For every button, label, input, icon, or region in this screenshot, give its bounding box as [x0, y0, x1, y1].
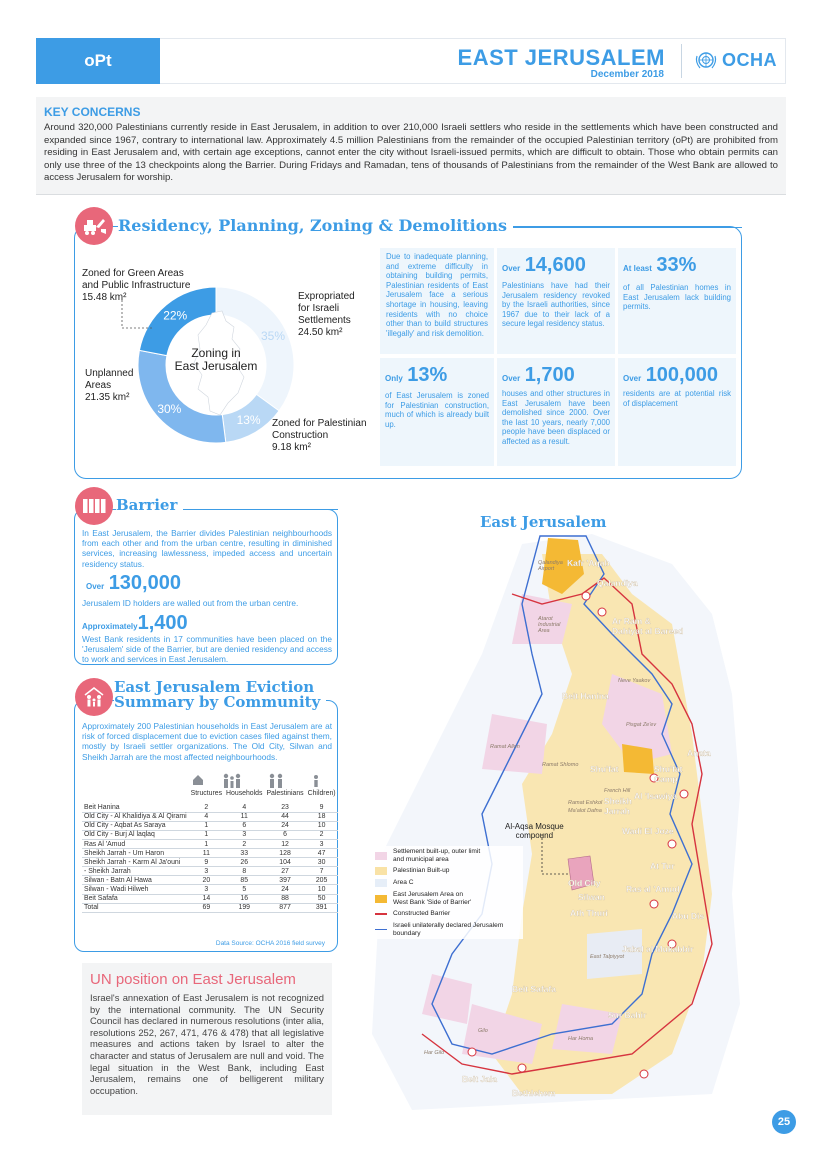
table-row [82, 803, 338, 812]
map-place-label: Beit Safafa [512, 984, 556, 994]
key-concerns-box [36, 97, 786, 195]
map-place-label: Wadi El Joze [622, 826, 674, 836]
table-cell: 397 [264, 876, 305, 885]
map-settlement-label: Gilo [478, 1028, 488, 1034]
map-settlement-label: Har Gilo [424, 1050, 445, 1056]
table-source: Data Source: OCHA 2016 field survey [215, 940, 325, 947]
map-settlement-label: French Hill [604, 788, 631, 794]
table-cell: 104 [264, 858, 305, 867]
table-cell: 30 [306, 858, 338, 867]
table-cell: 6 [264, 830, 305, 839]
table-cell: 3 [306, 839, 338, 848]
legend-swatch [375, 867, 387, 875]
map-settlement-label: Ramat Shlomo [542, 762, 579, 768]
barrier-stat-1: Over 130,000 [86, 572, 181, 594]
legend-swatch [375, 852, 387, 860]
table-cell: 877 [264, 903, 305, 912]
map-settlement-label: Har Homa [568, 1036, 594, 1042]
table-cell: 1 [189, 839, 224, 848]
ocha-logo-text: OCHA [722, 49, 777, 70]
table-cell: 3 [189, 867, 224, 876]
barrier-title: Barrier [116, 496, 183, 514]
stat-panel-1: Over 14,600 Palestinians have had their Jerusalem residency revoked by the Israeli authorities, since 1967 due to their lack of a secure legal residency status. [497, 248, 615, 354]
table-row [82, 876, 338, 885]
map-place-label: Jarrah [604, 806, 630, 816]
donut-value-label: 13% [236, 413, 261, 428]
column-header: Children) [307, 790, 336, 798]
map-settlement-label: East Talpiyyot [590, 954, 625, 960]
map-place-label: Sheikh [604, 796, 632, 806]
legend-item [375, 848, 521, 863]
palestinian-construction-label: Zoned for Palestinian Construction 9.18 km² [272, 418, 367, 453]
unplanned-label: Unplanned Areas 21.35 km² [85, 368, 134, 403]
bulldozer-icon [75, 207, 113, 245]
ocha-logo [694, 48, 777, 72]
barrier-stat-2: Approximately1,400 [82, 612, 188, 634]
table-cell: 5 [224, 885, 264, 894]
table-cell: 7 [306, 867, 338, 876]
map-place-label: Ath Thuri [570, 908, 608, 918]
barrier-stat-2-text: West Bank residents in 17 communities have been placed on the 'Jerusalem' side of the Barrier, but are denied residency and access to work and services in East Jerusalem. [82, 634, 332, 665]
map-place-label: Sur Bahir [608, 1010, 647, 1020]
community-name: Ras Al 'Amud [82, 839, 189, 848]
map-place-label: Camp [654, 774, 678, 784]
community-name: - Sheikh Jarrah [82, 867, 189, 876]
map-place-label: Ras al 'Amud [626, 884, 680, 894]
table-cell: 9 [189, 858, 224, 867]
map-settlement-label: Neve Yaakov [618, 678, 651, 684]
legend-label: East Jerusalem Area on West Bank 'Side of Barrier' [393, 891, 472, 906]
table-cell: 44 [264, 812, 305, 821]
map-place-label: Kafr 'Aqab [567, 558, 610, 568]
al-aqsa-callout: Al-Aqsa Mosque compound [505, 822, 564, 840]
map-place-label: Old City [568, 878, 601, 888]
table-cell: 1 [189, 821, 224, 830]
table-cell: 24 [264, 821, 305, 830]
table-cell: 2 [224, 839, 264, 848]
table-cell: 11 [224, 812, 264, 821]
table-cell: 2 [189, 803, 224, 812]
map-place-label: Qalandiya [597, 578, 638, 588]
table-cell: 9 [306, 803, 338, 812]
un-position-title: UN position on East Jerusalem [90, 971, 296, 988]
eviction-text: Approximately 200 Palestinian households in East Jerusalem are at risk of forced displacement due to eviction cases filed against them, mostly by Israeli settler organizations. The Old City, Silwan and Sheikh Jarrah are the most affected neighbourhoods. [82, 721, 332, 762]
barrier-wall-icon [75, 487, 113, 525]
table-cell: 8 [224, 867, 264, 876]
un-position-box [82, 963, 332, 1115]
table-cell: 26 [224, 858, 264, 867]
map-place-label: Beit Jala [462, 1074, 497, 1084]
legend-label: Constructed Barrier [393, 910, 451, 918]
column-header: Households [226, 790, 263, 798]
table-cell: 23 [264, 803, 305, 812]
leader-line [118, 300, 158, 340]
table-row [82, 812, 338, 821]
legend-label: Israeli unilaterally declared Jerusalem boundary [393, 921, 504, 937]
table-cell: 24 [264, 885, 305, 894]
eviction-table [82, 789, 338, 913]
table-cell: 4 [224, 803, 264, 812]
table-cell: 88 [264, 894, 305, 903]
donut-value-label: 22% [163, 308, 188, 323]
barrier-stat-1-text: Jerusalem ID holders are walled out from the urban centre. [82, 598, 299, 608]
community-name: Old City - Aqbat As Saraya [82, 821, 189, 830]
community-name: Sheikh Jarrah - Um Haron [82, 849, 189, 858]
table-cell: 2 [306, 830, 338, 839]
stat-panel-2: At least 33% of all Palestinian homes in East Jerusalem lack building permits. [618, 248, 736, 354]
legend-swatch [375, 879, 387, 887]
intro-panel [380, 248, 494, 354]
page-title: EAST JERUSALEM [457, 45, 665, 70]
table-cell: 391 [306, 903, 338, 912]
table-row [82, 830, 338, 839]
region-tab: oPt [36, 38, 160, 84]
map-place-label: Silwan [578, 892, 605, 902]
community-name: Old City - Burj Al laqlaq [82, 830, 189, 839]
table-cell: 205 [306, 876, 338, 885]
table-cell: 4 [189, 812, 224, 821]
community-name: Silwan - Batn Al Hawa [82, 876, 189, 885]
family-icon [75, 678, 113, 716]
map-settlement-label: Ramat Allon [490, 744, 520, 750]
table-cell: 11 [189, 849, 224, 858]
legend-item [375, 891, 521, 906]
community-name: Old City - Al Khalidiya & Al Qirami [84, 813, 187, 821]
map-settlement-label: Qalandiya [538, 560, 563, 566]
key-concerns-text: Around 320,000 Palestinians currently reside in East Jerusalem, in addition to over 210,000 Israeli settlers who reside in the settlements which have been constructed and expanded since 1967, contrary to international law. Approximately 4.5 million Palestinians from the remainder of the occupied Palestinian territory (oPt) are prohibited from residing in East Jerusalem and, with certain age exceptions, cannot enter the city without Israeli-issued permits, which are difficult to obtain. Those who obtain permits can only use three of the 13 checkpoints along the Barrier. During Fridays and Ramadan, tens of thousands of Palestinians from the remainder of the West Bank are allowed to access Jerusalem for worship. [44, 122, 778, 184]
donut-value-label: 30% [157, 401, 182, 416]
map-place-label: Bethlehem [512, 1088, 556, 1098]
donut-center-label: Zoning in East Jerusalem [174, 346, 258, 373]
eviction-title: East Jerusalem Eviction Summary by Community [114, 680, 326, 710]
table-row [82, 858, 338, 867]
header-divider [681, 44, 682, 78]
intro-text: Due to inadequate planning, and extreme difficulty in obtaining building permits, Palestinian residents of East Jerusalem face a serious shortage in housing, leaving residents with no choice other than to build structures 'illegally' and risk demolition. [386, 252, 488, 338]
table-cell: 50 [306, 894, 338, 903]
table-row [82, 849, 338, 858]
map-place-label: At Tur [650, 861, 675, 871]
un-position-text: Israel's annexation of East Jerusalem is not recognized by the international community. The UN Security Council has declared in numerous resolutions (inter alia, resolutions 252, 267, 471, 476 & 478) that all legislative measures and actions taken by Israel to alter the character and status of Jerusalem are null and void. The legal situation in the West Bank, including East Jerusalem, remains one of belligerent military occupation. [90, 992, 324, 1096]
legend-label: Palestinian Built-up [393, 867, 450, 875]
table-cell: 3 [189, 885, 224, 894]
table-header-row [82, 789, 338, 798]
table-row [82, 903, 338, 912]
table-row [82, 821, 338, 830]
page-number: 25 [772, 1110, 796, 1134]
legend-swatch [375, 929, 387, 931]
key-concerns-title: KEY CONCERNS [44, 105, 141, 119]
map-settlement-label: Pisgat Ze'ev [626, 722, 657, 728]
table-cell: 3 [224, 830, 264, 839]
map-settlement-label: Area [538, 628, 550, 634]
settlements-label: Expropriated for Israeli Settlements 24.50 km² [298, 291, 355, 338]
map-place-label: Abu Dis [672, 911, 705, 921]
un-emblem-icon [694, 48, 718, 72]
legend-swatch [375, 895, 387, 903]
table-cell: 85 [224, 876, 264, 885]
table-cell: 10 [306, 885, 338, 894]
legend-item [375, 922, 521, 937]
green-areas-label: Zoned for Green Areas and Public Infrastructure 15.48 km² [82, 268, 191, 303]
map-place-label: Ar Ram & [612, 616, 651, 626]
barrier-text: In East Jerusalem, the Barrier divides Palestinian neighbourhoods from each other and from the urban centre, resulting in diminished services, increasing lawlessness, impeded access and uncertain residency status. [82, 528, 332, 569]
community-name: Total [82, 903, 189, 912]
table-row [82, 839, 338, 848]
table-cell: 47 [306, 849, 338, 858]
table-cell: 69 [189, 903, 224, 912]
table-cell: 199 [224, 903, 264, 912]
legend-item [375, 910, 521, 918]
table-cell: 12 [264, 839, 305, 848]
table-cell: 6 [224, 821, 264, 830]
map-title: East Jerusalem [480, 513, 607, 531]
section-rule [178, 509, 338, 510]
community-name: Sheikh Jarrah - Karm Al Ja'ouni [82, 858, 189, 867]
table-row [82, 894, 338, 903]
map-place-label: Anata [687, 748, 711, 758]
table-cell: 1 [189, 830, 224, 839]
map-place-label: Shu'fat [654, 764, 683, 774]
map-settlement-label: Atarot [538, 616, 553, 622]
residency-title: Residency, Planning, Zoning & Demolitions [118, 216, 513, 235]
map-place-label: Shu'fat [590, 764, 619, 774]
table-cell: 20 [189, 876, 224, 885]
map-place-label: Jabal al Mukabbir [622, 944, 694, 954]
table-cell: 10 [306, 821, 338, 830]
community-name: Silwan - Wadi Hilweh [82, 885, 189, 894]
stat-panel-4: Over 1,700 houses and other structures in East Jerusalem have been demolished since 2000. Over the last 10 years, nearly 7,000 people have been displaced or affected as a result. [497, 358, 615, 466]
map-place-label: Dahiyat al Bareed [612, 626, 684, 636]
column-header: Structures [190, 790, 223, 798]
stat-panel-3: Only 13% of East Jerusalem is zoned for Palestinian construction, much of which is already built up. [380, 358, 494, 466]
page-date: December 2018 [590, 69, 664, 80]
community-name: Beit Hanina [82, 803, 189, 812]
map-settlement-label: Ramat Eshkol [568, 800, 603, 806]
community-name: Beit Safafa [82, 894, 189, 903]
table-row [82, 885, 338, 894]
table-cell: 33 [224, 849, 264, 858]
donut-value-label: 35% [261, 328, 286, 343]
legend-label: Area C [393, 879, 414, 887]
map-settlement-label: Airport [538, 566, 555, 572]
table-cell: 16 [224, 894, 264, 903]
legend-item [375, 879, 521, 887]
map-place-label: Al 'Isawiya [634, 791, 678, 801]
table-cell: 128 [264, 849, 305, 858]
table-cell: 27 [264, 867, 305, 876]
table-cell: 18 [306, 812, 338, 821]
column-header: Palestinians [266, 790, 304, 798]
table-row [82, 867, 338, 876]
map-place-label: Beit Hanina [562, 691, 609, 701]
stat-panel-5: Over 100,000 residents are at potential risk of displacement [618, 358, 736, 466]
legend-swatch [375, 913, 387, 915]
map-legend [373, 846, 523, 939]
map-settlement-label: Ma'alot Dafna [568, 808, 602, 814]
legend-label: Settlement built-up, outer limit and municipal area [393, 848, 481, 863]
map-settlement-label: Industrial [538, 622, 561, 628]
legend-item [375, 867, 521, 875]
table-cell: 14 [189, 894, 224, 903]
